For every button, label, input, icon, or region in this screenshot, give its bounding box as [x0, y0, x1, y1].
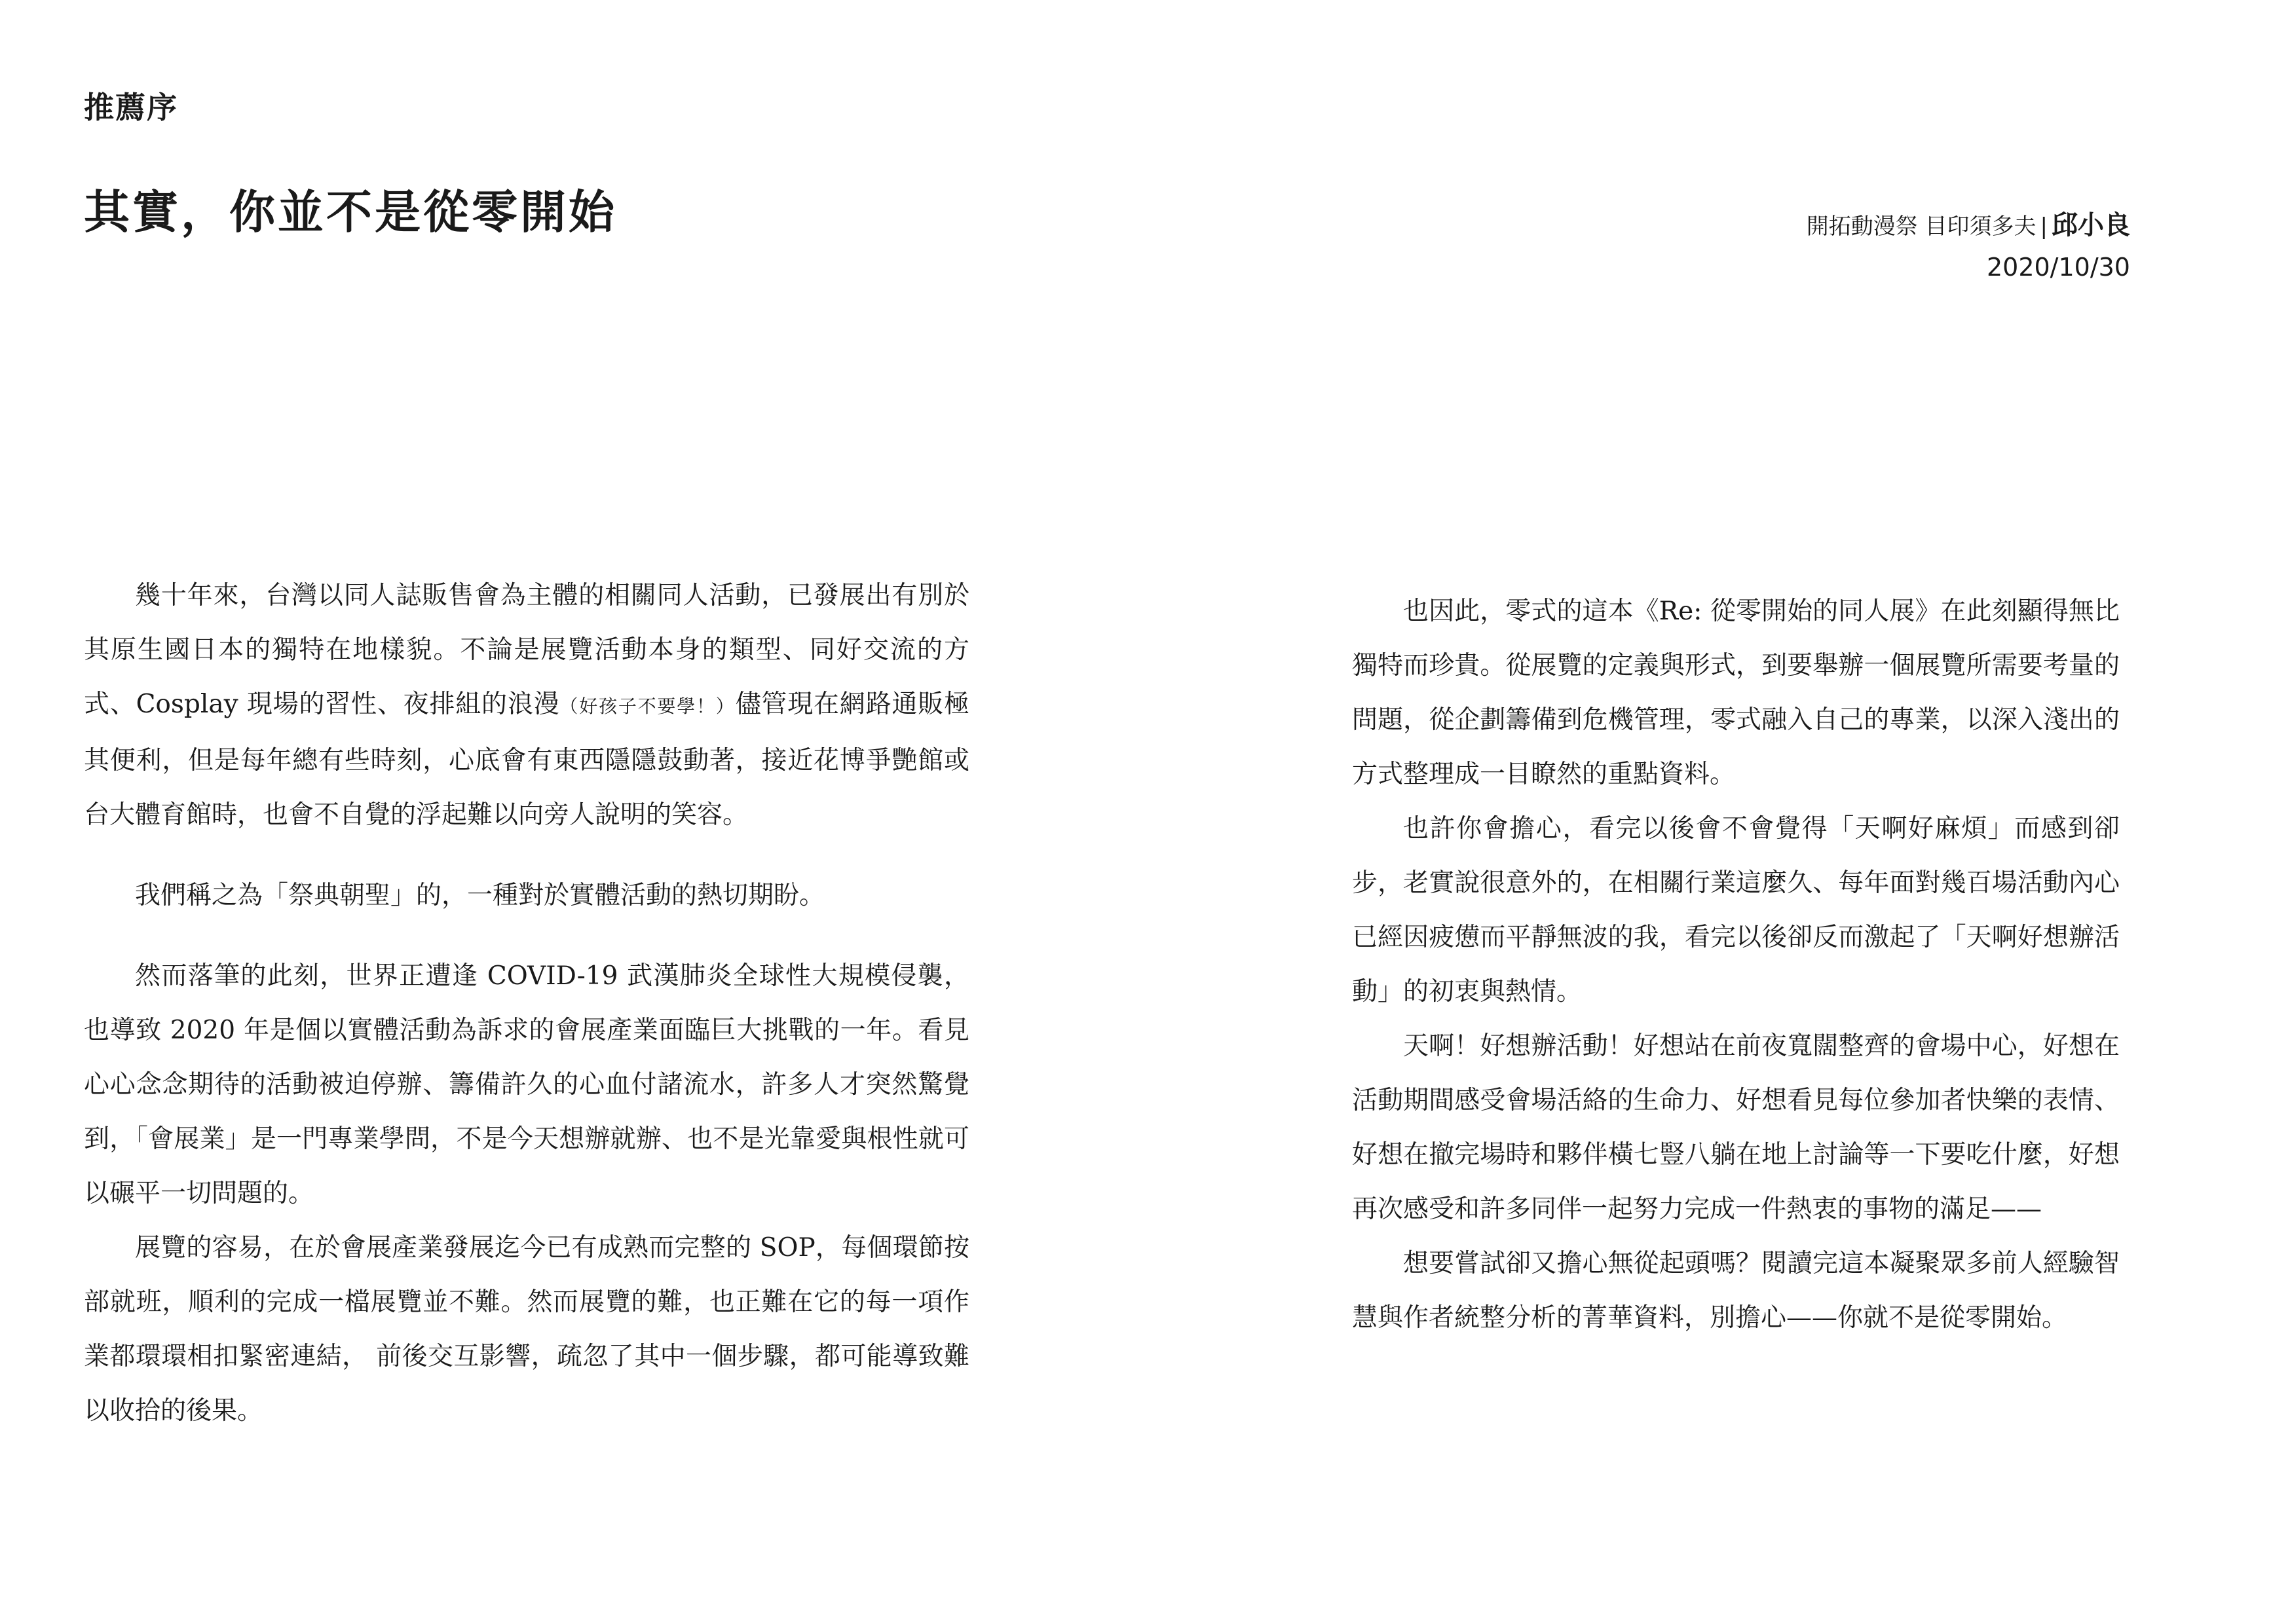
section-label: 推薦序: [84, 90, 178, 125]
body-paragraph: 展覽的容易，在於會展產業發展迄今已有成熟而完整的 SOP，每個環節按部就班，順利的完成一檔展覽並不難。然而展覽的難，也正難在它的每一項作業都環環相扣緊密連結， 前後交互影響，疏忽了其中一個步驟，都可能導致難以收拾的後果。: [84, 1233, 969, 1426]
left-column: [84, 568, 969, 1438]
right-column: [1352, 584, 2120, 1345]
body-paragraph: [84, 568, 969, 842]
author-line: [1807, 208, 2130, 244]
author-role: 開拓動漫祭 目印須多夫: [1806, 213, 2037, 240]
paragraph-text: 儘管現在網路通販極其便利，但是每年總有些時刻，心底會有東西隱隱鼓動著，接近花博爭艷館或台大體育館時，也會不自覺的浮起難以向旁人說明的笑容。: [84, 690, 969, 830]
body-paragraph: 想要嘗試卻又擔心無從起頭嗎？閱讀完這本凝聚眾多前人經驗智慧與作者統整分析的菁華資料，別擔心——你就不是從零開始。: [1352, 1249, 2120, 1333]
publication-date: 2020/10/30: [1986, 253, 2130, 282]
body-paragraph: 也因此，零式的這本《Re: 從零開始的同人展》在此刻顯得無比獨特而珍貴。從展覽的定義與形式，到要舉辦一個展覽所需要考量的問題，從企劃籌備到危機管理，零式融入自己的專業，以深入淺出的方式整理成一目瞭然的重點資料。: [1352, 597, 2120, 789]
body-paragraph: 我們稱之為「祭典朝聖」的，一種對於實體活動的熱切期盼。: [135, 881, 825, 910]
parenthetical-aside: （好孩子不要學！）: [559, 695, 736, 717]
paragraph-text: 幾十年來，台灣以同人誌販售會為主體的相關同人活動，已發展出有別於其原生國日本的獨特在地樣貌。不論是展覽活動本身的類型、同好交流的方式、Cosplay 現場的習性、夜排組的浪漫: [84, 581, 969, 719]
author-separator: |: [2040, 213, 2048, 240]
body-paragraph: 天啊！好想辦活動！好想站在前夜寬闊整齊的會場中心，好想在活動期間感受會場活絡的生命力、好想看見每位參加者快樂的表情、好想在撤完場時和夥伴橫七豎八躺在地上討論等一下要吃什麼，好想再次感受和許多同伴一起努力完成一件熱衷的事物的滿足——: [1352, 1031, 2120, 1224]
body-paragraph: 然而落筆的此刻，世界正遭逢 COVID-19 武漢肺炎全球性大規模侵襲，也導致 2020 年是個以實體活動為訴求的會展產業面臨巨大挑戰的一年。看見心心念念期待的活動被迫停辦、籌備許久的心血付諸流水，許多人才突然驚覺到，「會展業」是一門專業學問，不是今天想辦就辦、也不是光靠愛與根性就可以碾平一切問題的。: [84, 961, 969, 1208]
author-name: 邱小良: [2052, 210, 2130, 240]
page-title: 其實，你並不是從零開始: [84, 185, 617, 239]
author-block: [1807, 208, 2130, 287]
body-paragraph: 也許你會擔心，看完以後會不會覺得「天啊好麻煩」而感到卻步，老實說很意外的，在相關行業這麼久、每年面對幾百場活動內心已經因疲憊而平靜無波的我，看完以後卻反而激起了「天啊好想辦活動」的初衷與熱情。: [1352, 814, 2120, 1006]
